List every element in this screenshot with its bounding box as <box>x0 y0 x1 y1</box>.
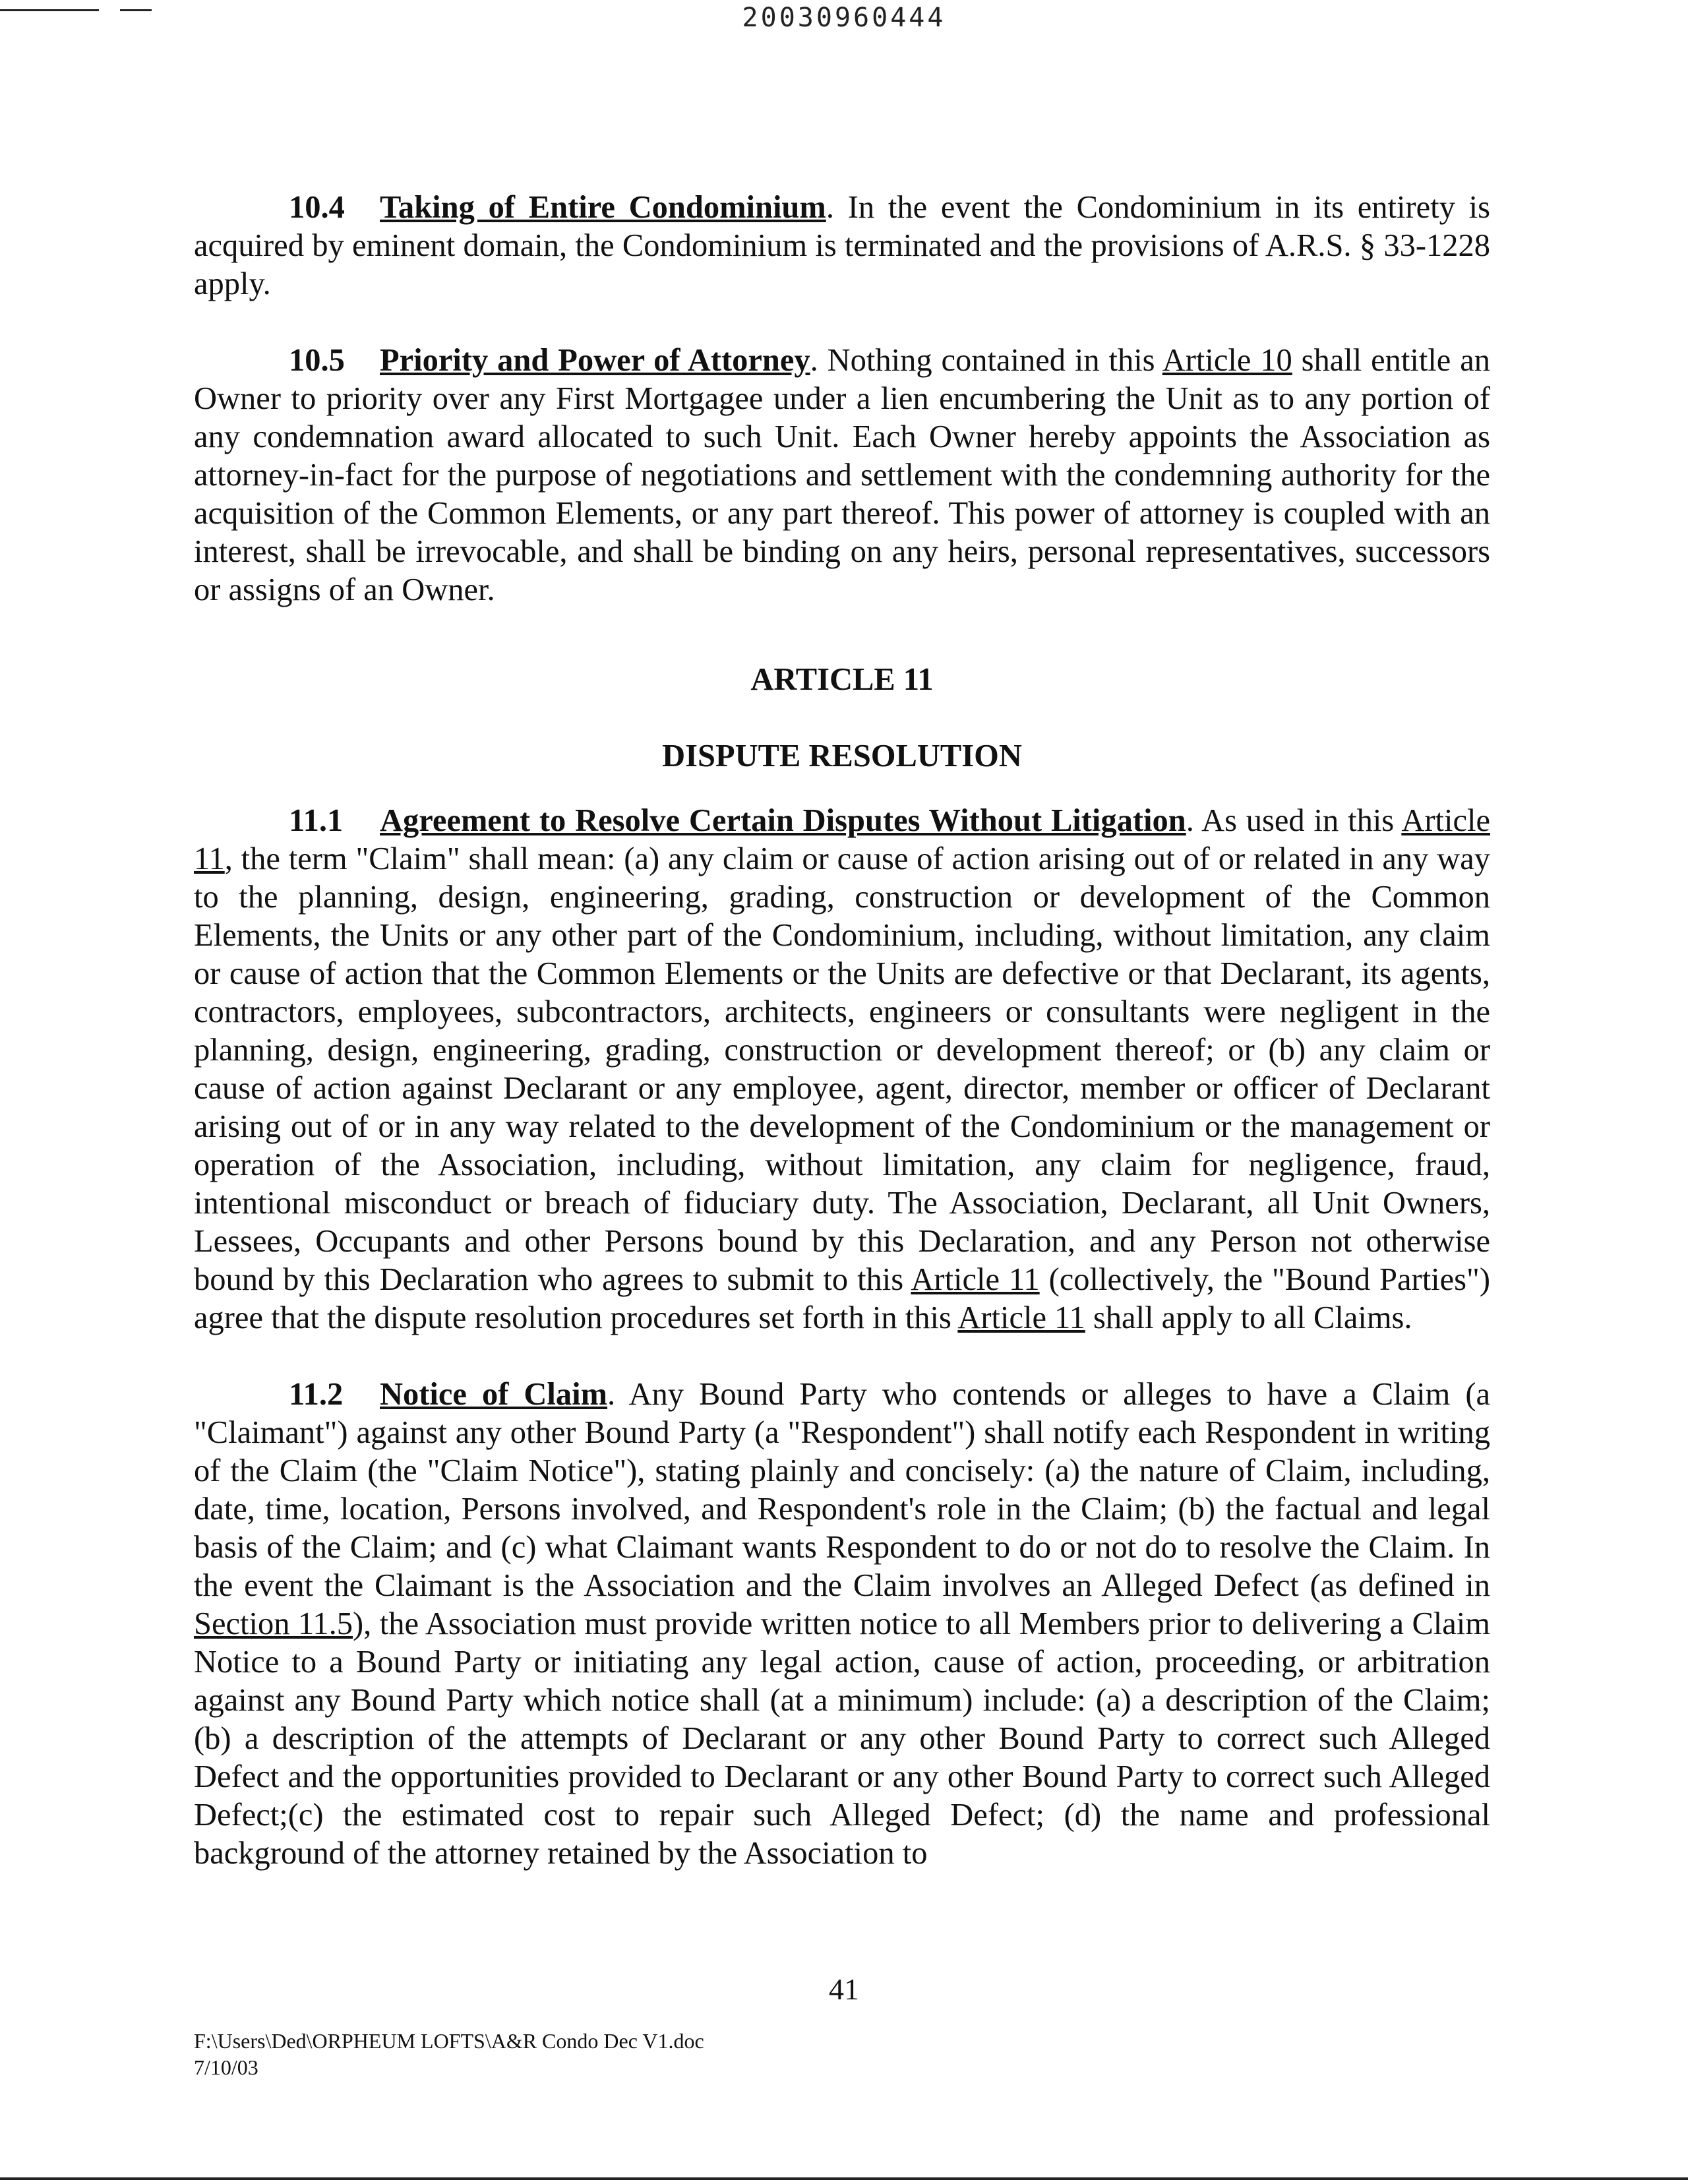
section-title: Priority and Power of Attorney <box>380 343 810 378</box>
article-reference: Article 11 <box>194 803 1490 876</box>
article-reference: Article 11 <box>957 1300 1085 1335</box>
article-subheading: DISPUTE RESOLUTION <box>662 739 1022 774</box>
section-text: shall entitle an Owner to priority over any First Mortgagee under a lien encumbering the Unit as to any portion of any condemnation award allocated to such Unit. Each Owner hereby appoints the Association as attorney-in-fact for the purpose of negotiations and settlement with the condemning authority for the acquisition of the Common Elements, or any part thereof. This power of attorney is coupled with an interest, shall be irrevocable, and shall be binding on any heirs, personal representatives, successors or assigns of an Owner. <box>194 343 1490 607</box>
footer <box>194 2028 704 2080</box>
section-text: ), the Association must provide written notice to all Members prior to delivering a Claim Notice to a Bound Party or initiating any legal action, cause of action, proceeding, or arbitration against any Bound Party which notice shall (at a minimum) include: (a) a description of the Claim; (b) a description of the attempts of Declarant or any other Bound Party to correct such Alleged Defect and the opportunities provided to Declarant or any other Bound Party to correct such Alleged Defect;(c) the estimated cost to repair such Alleged Defect; (d) the name and professional background of the attorney retained by the Association to <box>194 1606 1490 1871</box>
section-11-1 <box>194 802 1490 1337</box>
article-reference: Article 10 <box>1162 343 1292 378</box>
section-title: Agreement to Resolve Certain Disputes Without Litigation <box>380 803 1186 838</box>
section-text: . In the event the Condominium in its entirety is acquired by eminent domain, the Condominium is terminated and the provisions of A.R.S. § 33-1228 apply. <box>194 190 1490 301</box>
footer-date: 7/10/03 <box>194 2055 258 2079</box>
section-text: . Nothing contained in this <box>810 343 1162 378</box>
section-text: , the term "Claim" shall mean: (a) any claim or cause of action arising out of or related in any way to the planning, design, engineering, grading, construction or development of the Common Elements, the Units or any other part of the Condominium, including, without limitation, any claim or cause of action that the Common Elements or the Units are defective or that Declarant, its agents, contractors, employees, subcontractors, architects, engineers or consultants were negligent in the planning, design, engineering, grading, construction or development thereof; or (b) any claim or cause of action against Declarant or any employee, agent, director, member or officer of Declarant arising out of or in any way related to the development of the Condominium or the management or operation of the Association, including, without limitation, any claim for negligence, fraud, intentional misconduct or breach of fiduciary duty. The Association, Declarant, all Unit Owners, Lessees, Occupants and other Persons bound by this Declaration, and any Person not otherwise bound by this Declaration who agrees to submit to this <box>194 841 1490 1297</box>
section-number: 10.4 <box>289 190 345 225</box>
section-title: Notice of Claim <box>380 1377 608 1412</box>
section-text: (collectively, the "Bound Parties") agree that the dispute resolution procedures set forth in this <box>194 1262 1490 1335</box>
section-text: . As used in this <box>1186 803 1402 838</box>
document-body <box>194 189 1490 1911</box>
section-10-4 <box>194 189 1490 303</box>
section-text: . Any Bound Party who contends or alleges to have a Claim (a "Claimant") against any other Bound Party (a "Respondent") shall notify each Respondent in writing of the Claim (the "Claim Notice"), stating plainly and concisely: (a) the nature of Claim, including, date, time, location, Persons involved, and Respondent's role in the Claim; (b) the factual and legal basis of the Claim; and (c) what Claimant wants Respondent to do or not do to resolve the Claim. In the event the Claimant is the Association and the Claim involves an Alleged Defect (as defined in <box>194 1377 1490 1603</box>
footer-file-path: F:\Users\Ded\ORPHEUM LOFTS\A&R Condo Dec V1.doc <box>194 2029 704 2053</box>
page-number: 41 <box>829 1972 859 2006</box>
section-11-2 <box>194 1376 1490 1873</box>
section-number: 11.2 <box>289 1377 344 1412</box>
document-number: 20030960444 <box>742 3 946 33</box>
bottom-scan-edge <box>0 2177 1688 2180</box>
article-heading: ARTICLE 11 <box>750 662 934 697</box>
section-reference: Section 11.5 <box>194 1606 353 1641</box>
section-number: 11.1 <box>289 803 344 838</box>
section-10-5 <box>194 342 1490 609</box>
section-title: Taking of Entire Condominium <box>380 190 826 225</box>
article-reference: Article 11 <box>911 1262 1040 1297</box>
section-number: 10.5 <box>289 343 345 378</box>
section-text: shall apply to all Claims. <box>1085 1300 1412 1335</box>
